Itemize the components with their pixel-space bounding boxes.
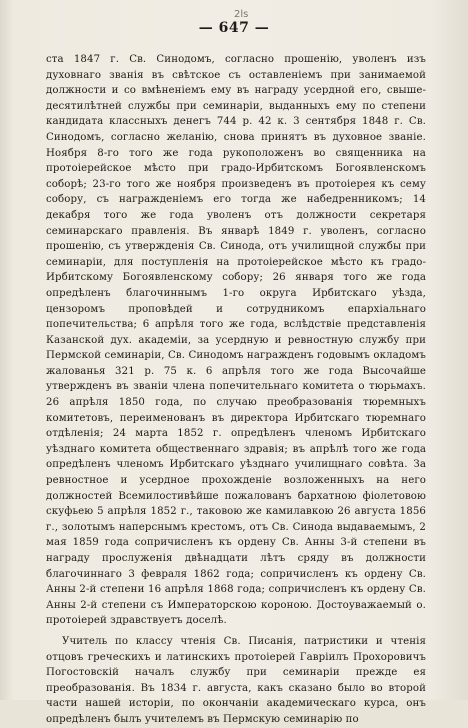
pencil-mark: 2ls (234, 9, 249, 20)
page-number: — 647 — (198, 20, 270, 36)
body-text (46, 52, 426, 728)
paragraph-continued: ста 1847 г. Св. Синодомъ, согласно прошенію, уволенъ изъ духовнаго званія въ свѣтское съ оставленіемъ при занимаемой должности и со вмѣненіемъ ему въ награду усердной его, свыше-десятилѣтней службы при семинаріи, выданныхъ ему по степени кандидата классныхъ денегъ 744 р. 42 к. 3 сентября 1848 г. Св. Синодомъ, согласно желанію, снова принятъ въ духовное званіе. Ноября 8-го того же года рукоположенъ во священника на протоіерейское мѣсто при градо-Ирбитскомъ Богоявленскомъ соборѣ; 23-го того же ноября произведенъ въ протоіерея къ сему собору, съ награжденіемъ его тогда же набедренникомъ; 14 декабря того же года уволенъ отъ должности секретаря семинарскаго правленія. Въ январѣ 1849 г. уволенъ, согласно прошенію, съ утвержденія Св. Синода, отъ училищной службы при семинаріи, для поступленія на протоіерейское мѣсто къ градо-Ирбитскому Богоявленскому собору; 26 января того же года опредѣленъ благочиннымъ 1-го округа Ирбитскаго уѣзда, цензоромъ проповѣдей и сотрудникомъ епархіальнаго попечительства; 6 апрѣля того же года, вслѣдствіе представленія Казанской дух. академіи, за усердную и ревностную службу при Пермской семинаріи, Св. Синодомъ награжденъ годовымъ окладомъ жалованья 321 р. 75 к. 6 апрѣля того же года Высочайше утвержденъ въ званіи члена попечительнаго комитета о тюрьмахъ. 26 апрѣля 1850 года, по случаю преобразованія тюремныхъ комитетовъ, переименованъ въ директора Ирбитскаго тюремнаго отдѣленія; 24 марта 1852 г. опредѣленъ членомъ Ирбитскаго уѣзднаго комитета общественнаго здравія; въ апрѣлѣ того же года опредѣленъ членомъ Ирбитскаго уѣзднаго училищнаго совѣта. За ревностное и усердное прохожденіе возложенныхъ на него должностей Всемилостивѣйше пожалованъ бархатною фіолетовою скуфьею 5 апрѣля 1852 г., таковою же камилавкою 26 августа 1856 г., золотымъ наперснымъ крестомъ, отъ Св. Синода выдаваемымъ, 2 мая 1859 года сопричисленъ къ ордену Св. Анны 3-й степени въ награду прослуженія двѣнадцати лѣтъ сряду въ должности благочиннаго 3 февраля 1862 года; сопричисленъ къ ордену Св. Анны 2-й степени 16 апрѣля 1868 года; сопричисленъ къ ордену Св. Анны 2-й степени съ Императорскою короною. Достоуважаемый о. протоіерей здравствуетъ доселѣ. (46, 54, 426, 627)
paragraph-teacher: Учитель по классу чтенія Св. Писанія, патристики и чтенія отцовъ греческихъ и латинскихъ протоіерей Гавріилъ Прохоровичъ Погостовскій началъ службу при семинаріи прежде ея преобразованія. Въ 1834 г. августа, какъ сказано было во второй части нашей исторіи, по окончаніи академическаго курса, онъ опредѣленъ былъ учителемъ въ Пермскую семинарію по (46, 635, 426, 725)
